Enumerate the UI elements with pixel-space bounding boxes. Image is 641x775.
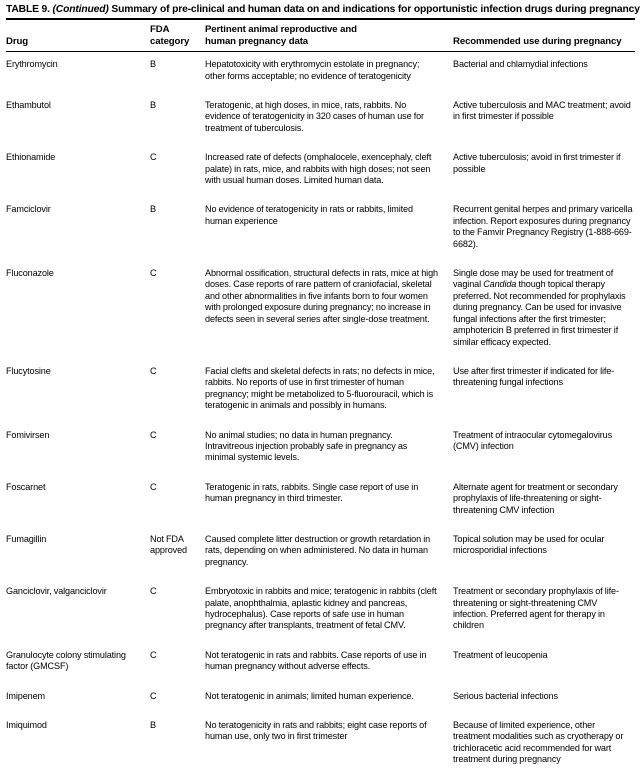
column-header-fda-category [150, 20, 205, 52]
cell-drug-name: Fumagillin [6, 533, 47, 544]
cell-drug-name: Ethionamide [6, 152, 56, 163]
cell-animal-pregnancy-data: Not teratogenic in animals; limited human experience. [205, 690, 414, 701]
table-row [6, 525, 635, 577]
cell-fda-category: C [150, 365, 157, 376]
table-row [6, 357, 635, 421]
cell-fda-category: C [150, 481, 157, 492]
cell-animal-pregnancy-data: Increased rate of defects (omphalocele, exencephaly, cleft palate) in rats, mice, and rabbits with high doses; not seen with usual human doses. Limited human data. [205, 152, 432, 186]
cell-animal-pregnancy-data: Abnormal ossification, structural defects in rats, mice at high doses. Case reports of rare pattern of craniofacial, skeletal and other abnormalities in five infants born to four women with prolonged exposure during pregnancy; no increase in defects seen in several series after single-dose treatment. [205, 268, 438, 324]
cell-drug-name: Ganciclovir, valganciclovir [6, 586, 107, 597]
cell-drug-name: Ethambutol [6, 100, 51, 110]
cell-fda-category: C [150, 152, 157, 163]
column-header-animal-line1: Pertinent animal reproductive and [205, 24, 357, 35]
cell-fda-category: B [150, 59, 156, 70]
cell-fda-category: C [150, 586, 157, 597]
cell-drug-name: Foscarnet [6, 481, 46, 492]
cell-animal-pregnancy-data: No animal studies; no data in human pregnancy. Intravitreous injection probably safe in pregnancy as minimal systemic levels. [205, 429, 408, 463]
cell-drug-name: Imiquimod [6, 720, 47, 731]
recommended-text-organism: Candida [483, 279, 517, 290]
cell-recommended-use: Treatment of leucopenia [453, 649, 548, 660]
column-header-fda-line1: FDA [150, 24, 170, 35]
table-row [6, 577, 635, 641]
table-row [6, 259, 635, 357]
cell-fda-category: B [150, 720, 156, 731]
table-row [6, 421, 635, 473]
table-caption-continued: (Continued) [52, 4, 109, 15]
cell-drug-name: Fluconazole [6, 268, 54, 279]
cell-animal-pregnancy-data: Embryotoxic in rabbits and mice; teratogenic in rabbits (cleft palate, anophthalmia, aplastic kidney and pancreas, hydrocephalus). Case reports of safe use in human pregnancy after transplants, treatment of fetal CMV. [205, 586, 437, 631]
cell-animal-pregnancy-data: Not teratogenic in rats and rabbits. Case reports of use in human pregnancy without adverse effects. [205, 649, 427, 672]
cell-animal-pregnancy-data: Hepatotoxicity with erythromycin estolate in pregnancy; other forms acceptable; no evidence of teratogenicity [205, 59, 420, 81]
column-header-fda-line2: category [150, 35, 190, 47]
cell-drug-name: Flucytosine [6, 365, 51, 376]
column-header-drug: Drug [6, 20, 150, 52]
cell-recommended-use: Because of limited experience, other treatment modalities such as cryotherapy or trichloracetic acid recommended for wart treatment during pregnancy [453, 720, 624, 765]
table-row [6, 195, 635, 259]
cell-recommended-use: Topical solution may be used for ocular microsporidial infections [453, 533, 605, 556]
cell-animal-pregnancy-data: Caused complete litter destruction or growth retardation in rats, depending on when administered. No data in human pregnancy. [205, 533, 431, 567]
cell-recommended-use: Treatment or secondary prophylaxis of life-threatening or sight-threatening CMV infection. Preferred agent for therapy in children [453, 586, 619, 631]
table-body [6, 52, 635, 775]
cell-fda-category: Not FDA approved [150, 533, 187, 556]
table-row [6, 711, 635, 775]
cell-fda-category: C [150, 649, 157, 660]
cell-fda-category: B [150, 100, 156, 110]
table-row [6, 52, 635, 91]
cell-fda-category: C [150, 268, 157, 279]
column-header-animal-data [205, 20, 449, 52]
cell-recommended-use: Bacterial and chlamydial infections [453, 59, 588, 70]
table-row [6, 91, 635, 143]
column-header-recommended-use: Recommended use during pregnancy [449, 20, 635, 52]
cell-recommended-use [449, 259, 635, 357]
cell-recommended-use: Active tuberculosis and MAC treatment; avoid in first trimester if possible [453, 100, 631, 122]
cell-recommended-use: Treatment of intraocular cytomegalovirus (CMV) infection [453, 429, 613, 451]
table-header-row [6, 20, 635, 52]
table-caption [6, 0, 640, 18]
cell-drug-name: Erythromycin [6, 59, 58, 70]
cell-recommended-use: Use after first trimester if indicated for life-threatening fungal infections [453, 365, 615, 388]
cell-animal-pregnancy-data: Facial clefts and skeletal defects in rats; no defects in mice, rabbits. No reports of use in first trimester of human pregnancy; might be metabolized to 5-fluorouracil, which is teratogenic in animals and possibly in humans. [205, 365, 435, 411]
cell-recommended-use: Alternate agent for treatment or secondary prophylaxis of life-threatening or sight-threatening CMV infection [453, 481, 618, 515]
recommended-text-pre: Single dose may be used for treatment of vaginal [453, 268, 614, 290]
cell-recommended-use: Recurrent genital herpes and primary varicella infection. Report exposures during pregnancy to the Famvir Pregnancy Registry (1-888-669-6682). [453, 204, 633, 249]
opportunistic-infection-drugs-table [6, 20, 635, 775]
cell-animal-pregnancy-data: Teratogenic in rats, rabbits. Single case report of use in human pregnancy in third trimester. [205, 481, 419, 504]
cell-fda-category: C [150, 429, 157, 440]
cell-recommended-use: Serious bacterial infections [453, 690, 558, 701]
cell-recommended-use: Active tuberculosis; avoid in first trimester if possible [453, 152, 621, 174]
cell-fda-category: B [150, 204, 156, 215]
table-row [6, 682, 635, 711]
cell-animal-pregnancy-data: Teratogenic, at high doses, in mice, rats, rabbits. No evidence of teratogenicity in 320 cases of human use for treatment of tuberculosis. [205, 100, 424, 133]
table-caption-prefix: TABLE 9. [6, 4, 50, 15]
column-header-animal-line2: human pregnancy data [205, 35, 309, 47]
recommended-text-post: though topical therapy preferred. Not recommended for prophylaxis during pregnancy. Can be used for invasive fungal infections after the first trimester; amphotericin B preferred in first trimester if similar efficacy expected. [453, 279, 626, 347]
table-caption-rest: Summary of pre-clinical and human data on and indications for opportunistic infection drugs during pregnancy [111, 4, 640, 15]
cell-drug-name: Imipenem [6, 690, 45, 701]
table-row [6, 143, 635, 195]
cell-drug-name: Famciclovir [6, 204, 51, 215]
table-row [6, 641, 635, 682]
cell-drug-name: Fomivirsen [6, 429, 50, 440]
table-row [6, 473, 635, 525]
cell-animal-pregnancy-data: No evidence of teratogenicity in rats or rabbits, limited human experience [205, 204, 413, 226]
cell-fda-category: C [150, 690, 157, 701]
cell-animal-pregnancy-data: No teratogenicity in rats and rabbits; eight case reports of human use, only two in first trimester [205, 720, 427, 742]
table-header [6, 20, 635, 52]
cell-drug-name: Granulocyte colony stimulating factor (GMCSF) [6, 649, 126, 672]
